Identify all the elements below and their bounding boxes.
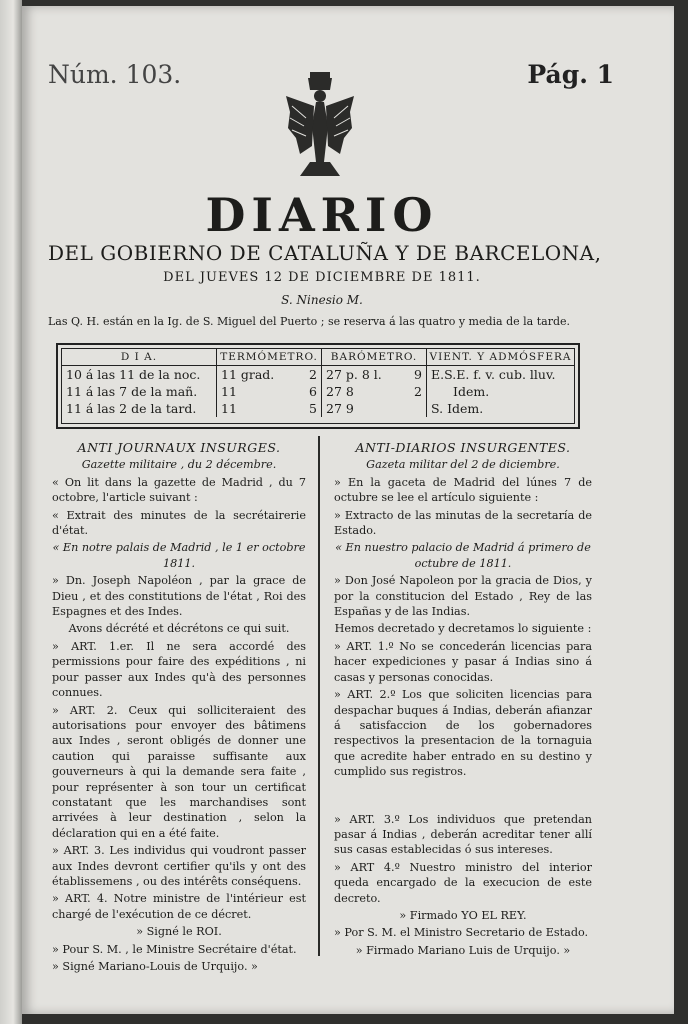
weather-cell-barometer: 27 p. 8 l. 9 [322,366,427,384]
facing-page-edge [0,0,22,1024]
masthead-subtitle: DEL GOBIERNO DE CATALUÑA Y DE BARCELONA, [48,241,602,265]
church-notice: Las Q. H. están en la Ig. de S. Miguel del Puerto ; se reserva á las quatro y media de la tarde. [48,315,571,328]
paragraph: » ART. 2. Ceux qui solliciteraient des autorisations pour envoyer des bâtimens aux Indes , seront obligés de donner une caution qui paraisse suffisante aux gouverneurs à qui la demande sera faite , pour représenter à son tour un certificat constatant que les marchandises sont arrivées à leur destination , selon la déclaration qui en a été faite. [52,703,306,840]
paragraph: » ART. 2.º Los que soliciten licencias para despachar buques á Indias, deberán afianzar á satisfaccion de los gobernadores respectivos la presentacion de la tornaguia que acredite haber entrado en su destino y cumplido sus registros. [334,688,592,779]
weather-cell-barometer: 27 8 2 [322,383,427,400]
paragraph: » Dn. Joseph Napoléon , par la grace de Dieu , et des constitutions de l'état , Roi des Espagnes et des Indes. [52,574,306,619]
weather-row [62,383,574,400]
weather-cell-wind: Idem. [427,383,575,400]
paragraph: « En nuestro palacio de Madrid á primero de octubre de 1811. [335,541,591,570]
issue-number: Núm. 103. [48,60,182,89]
weather-cell-thermometer: 11 grad. 2 [217,366,322,384]
right-column-spanish [334,440,592,960]
weather-cell-wind: S. Idem. [427,400,575,417]
weather-header-day: D I A. [62,349,217,366]
weather-cell-day: 10 á las 11 de la noc. [66,367,201,382]
right-column-heading: ANTI-DIARIOS INSURGENTES. [355,440,571,455]
paragraph: » ART. 3.º Los individuos que pretendan pasar á Indias , deberán acreditar tener allí sus casas establecidas ó sus intereses. [334,812,592,857]
left-column-subheading: Gazette militaire , du 2 décembre. [81,458,277,472]
newspaper-page [22,6,674,1014]
paragraph: » Extracto de las minutas de la secretaría de Estado. [334,508,592,538]
weather-cell-day: 11 á las 7 de la mañ. [66,384,198,399]
paragraph: Hemos decretado y decretamos lo siguiente : [334,622,592,636]
paragraph: » ART. 4. Notre ministre de l'intérieur est chargé de l'exécution de ce décret. [52,892,306,921]
weather-cell-wind: E.S.E. f. v. cub. lluv. [427,366,575,384]
weather-header-thermometer: TERMÓMETRO. [217,349,322,366]
signature-line: » Signé le ROI. [136,925,222,939]
weather-row [62,366,574,384]
paragraph: » ART. 1.º No se concederán licencias para hacer expediciones y pasar á Indias sino á casas y personas conocidas. [334,639,592,684]
signature-line: » Signé Mariano-Louis de Urquijo. » [52,960,258,973]
weather-header-wind: VIENT. Y ADMÓSFERA [427,349,575,366]
paragraph: » Don José Napoleon por la gracia de Dios, y por la constitucion del Estado , Rey de las Españas y de las Indias. [334,574,592,619]
weather-cell-day: 11 á las 2 de la tard. [66,401,197,416]
right-column-subheading: Gazeta militar del 2 de diciembre. [366,458,560,472]
paragraph: » ART. 3. Les individus qui voudront passer aux Indes devront certifier qu'ils y ont des établissemens , ou des intérêts conséquens. [52,844,306,888]
paragraph: » En la gaceta de Madrid del lúnes 7 de octubre se lee el artículo siguiente : [334,475,592,505]
column-divider [318,436,320,956]
issue-date: DEL JUEVES 12 DE DICIEMBRE DE 1811. [163,270,481,285]
left-column-french [52,440,306,976]
paragraph: Avons décrété et décrétons ce qui suit. [68,622,290,636]
signature-line: » Firmado YO EL REY. [399,908,527,922]
paragraph: » ART 4.º Nuestro ministro del interior queda encargado de la execucion de este decreto. [334,860,592,905]
eagle-emblem-icon [282,66,358,186]
paragraph: » ART. 1.er. Il ne sera accordé des permissions pour faire des expéditions , ni pour passer aux Indes qu'à des personnes connues. [52,639,306,700]
masthead-title: DIARIO [205,188,439,242]
signature-line: » Pour S. M. , le Ministre Secrétaire d'état. [52,942,297,956]
weather-cell-thermometer: 11 5 [217,400,322,417]
page-number: Pág. 1 [527,60,614,89]
weather-cell-barometer: 27 9 [322,400,427,417]
paragraph: « En notre palais de Madrid , le 1 er octobre 1811. [52,541,306,570]
signature-line: » Firmado Mariano Luis de Urquijo. » [355,943,571,957]
saint-of-day: S. Ninesio M. [281,293,363,307]
paragraph: « On lit dans la gazette de Madrid , du 7 octobre, l'article suivant : [52,475,306,505]
signature-line: » Por S. M. el Ministro Secretario de Estado. [334,926,589,940]
paragraph: « Extrait des minutes de la secrétairerie d'état. [52,508,306,538]
weather-table-frame [56,343,580,429]
weather-header-barometer: BARÓMETRO. [322,349,427,366]
weather-table [62,349,574,417]
left-column-heading: ANTI JOURNAUX INSURGES. [77,440,281,455]
weather-row [62,400,574,417]
weather-cell-thermometer: 11 6 [217,383,322,400]
